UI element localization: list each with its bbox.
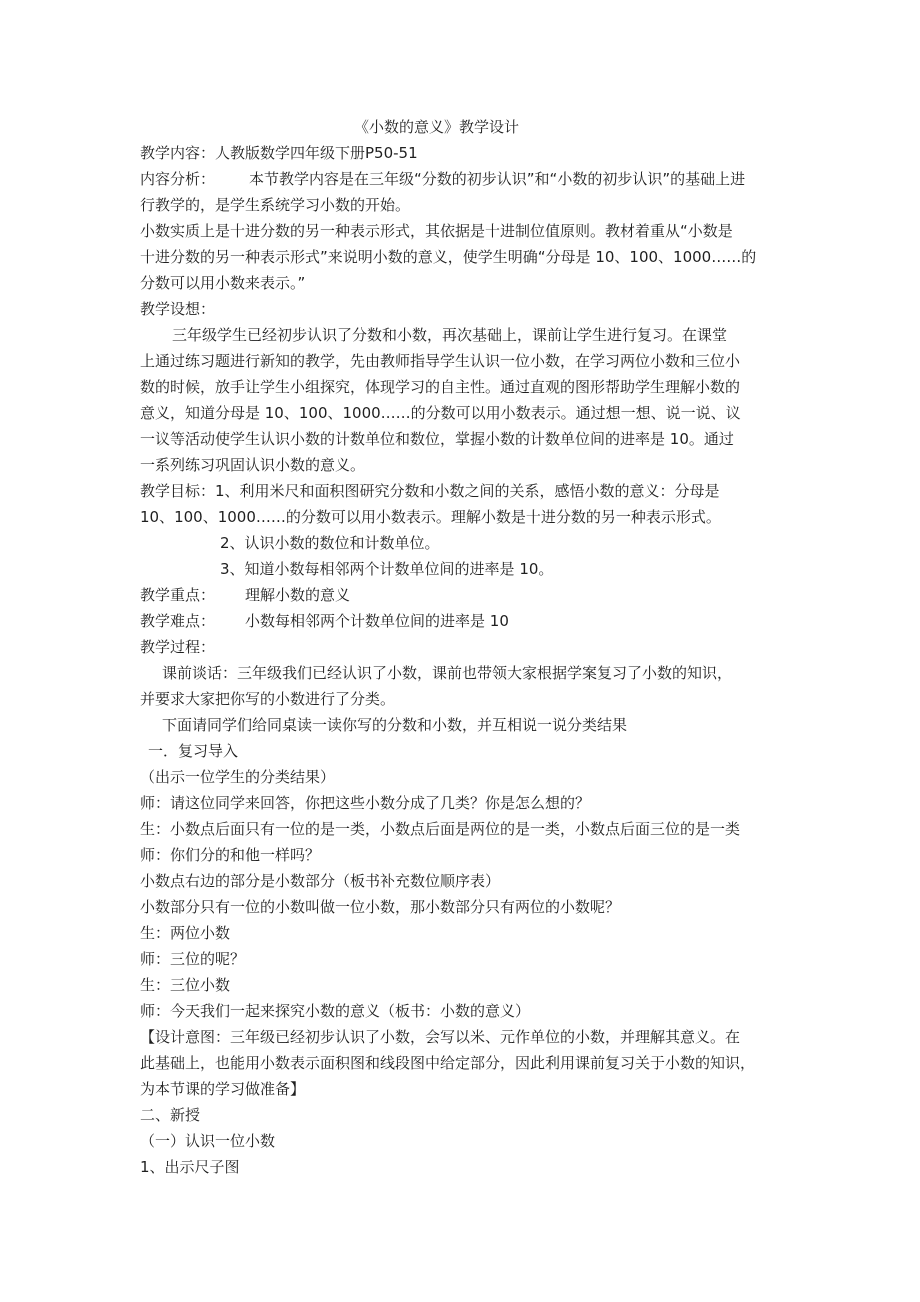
document-page xyxy=(140,114,790,1180)
key-point-label: 教学重点： xyxy=(140,586,216,604)
text-line: 师：今天我们一起来探究小数的意义（板书：小数的意义） xyxy=(140,1002,531,1020)
design-intent-line: 【设计意图：三年级已经初步认识了小数，会写以米、元作单位的小数，并理解其意义。在 xyxy=(140,1028,741,1046)
text-line: 生：小数点后面只有一位的是一类，小数点后面是两位的是一类，小数点后面三位的是一类 xyxy=(140,820,741,838)
section-heading: 二、新授 xyxy=(140,1106,201,1124)
design-intent-line: 此基础上，也能用小数表示面积图和线段图中给定部分，因此利用课前复习关于小数的知识， xyxy=(140,1054,756,1072)
text-line: 师：三位的呢？ xyxy=(140,950,246,968)
text-line: 课前谈话：三年级我们已经认识了小数，课前也带领大家根据学案复习了小数的知识， xyxy=(162,664,733,682)
design-intent-line: 为本节课的学习做准备】 xyxy=(140,1080,306,1098)
text-line: 10、100、1000……的分数可以用小数表示。理解小数是十进分数的另一种表示形式。 xyxy=(140,508,721,526)
text-line: 三年级学生已经初步认识了分数和小数，再次基础上，课前让学生进行复习。在课堂 xyxy=(172,326,728,344)
text-line: 意义，知道分母是 10、100、1000……的分数可以用小数表示。通过想一想、说一说、议 xyxy=(140,404,741,422)
text-line: 行教学的，是学生系统学习小数的开始。 xyxy=(140,196,411,214)
text-line: 一系列练习巩固认识小数的意义。 xyxy=(140,456,366,474)
text-line xyxy=(140,608,790,634)
text-line: 一议等活动使学生认识小数的计数单位和数位，掌握小数的计数单位间的进率是 10。通过 xyxy=(140,430,734,448)
content-analysis-text: 本节教学内容是在三年级“分数的初步认识”和“小数的初步认识”的基础上进 xyxy=(249,170,746,188)
text-line: 教学内容：人教版数学四年级下册P50-51 xyxy=(140,144,418,162)
text-line: 生：三位小数 xyxy=(140,976,231,994)
content-analysis-label: 内容分析： xyxy=(140,170,216,188)
text-line xyxy=(140,166,790,192)
difficulty-label: 教学难点： xyxy=(140,612,216,630)
text-line: 十进分数的另一种表示形式”来说明小数的意义，使学生明确“分母是 10、100、1000……的 xyxy=(140,248,757,266)
text-line: 分数可以用小数来表示。” xyxy=(140,274,306,292)
section-heading: 一．复习导入 xyxy=(148,742,239,760)
text-line: 教学过程： xyxy=(140,638,216,656)
text-line: 小数部分只有一位的小数叫做一位小数，那小数部分只有两位的小数呢？ xyxy=(140,898,621,916)
text-line: 小数点右边的部分是小数部分（板书补充数位顺序表） xyxy=(140,872,501,890)
text-line: 生：两位小数 xyxy=(140,924,231,942)
text-line: （出示一位学生的分类结果） xyxy=(140,768,336,786)
subsection-heading: （一）认识一位小数 xyxy=(140,1132,276,1150)
text-line: 师：请这位同学来回答，你把这些小数分成了几类？你是怎么想的？ xyxy=(140,794,591,812)
document-title: 《小数的意义》教学设计 xyxy=(354,118,520,136)
text-line: 上通过练习题进行新知的教学，先由教师指导学生认识一位小数，在学习两位小数和三位小 xyxy=(140,352,741,370)
text-line: 小数实质上是十进分数的另一种表示形式，其依据是十进制位值原则。教材着重从“小数是 xyxy=(140,222,733,240)
text-line: 师：你们分的和他一样吗？ xyxy=(140,846,321,864)
text-line: 2、认识小数的数位和计数单位。 xyxy=(220,534,440,552)
text-line: 下面请同学们给同桌读一读你写的分数和小数，并互相说一说分类结果 xyxy=(162,716,628,734)
text-line: 并要求大家把你写的小数进行了分类。 xyxy=(140,690,396,708)
text-line: 3、知道小数每相邻两个计数单位间的进率是 10。 xyxy=(220,560,554,578)
text-line: 教学目标：1、利用米尺和面积图研究分数和小数之间的关系，感悟小数的意义：分母是 xyxy=(140,482,720,500)
text-line: 1、出示尺子图 xyxy=(140,1158,240,1176)
difficulty-text: 小数每相邻两个计数单位间的进率是 10 xyxy=(245,612,509,630)
text-line: 数的时候，放手让学生小组探究，体现学习的自主性。通过直观的图形帮助学生理解小数的 xyxy=(140,378,741,396)
key-point-text: 理解小数的意义 xyxy=(245,586,351,604)
text-line: 教学设想： xyxy=(140,300,216,318)
text-line xyxy=(140,582,790,608)
